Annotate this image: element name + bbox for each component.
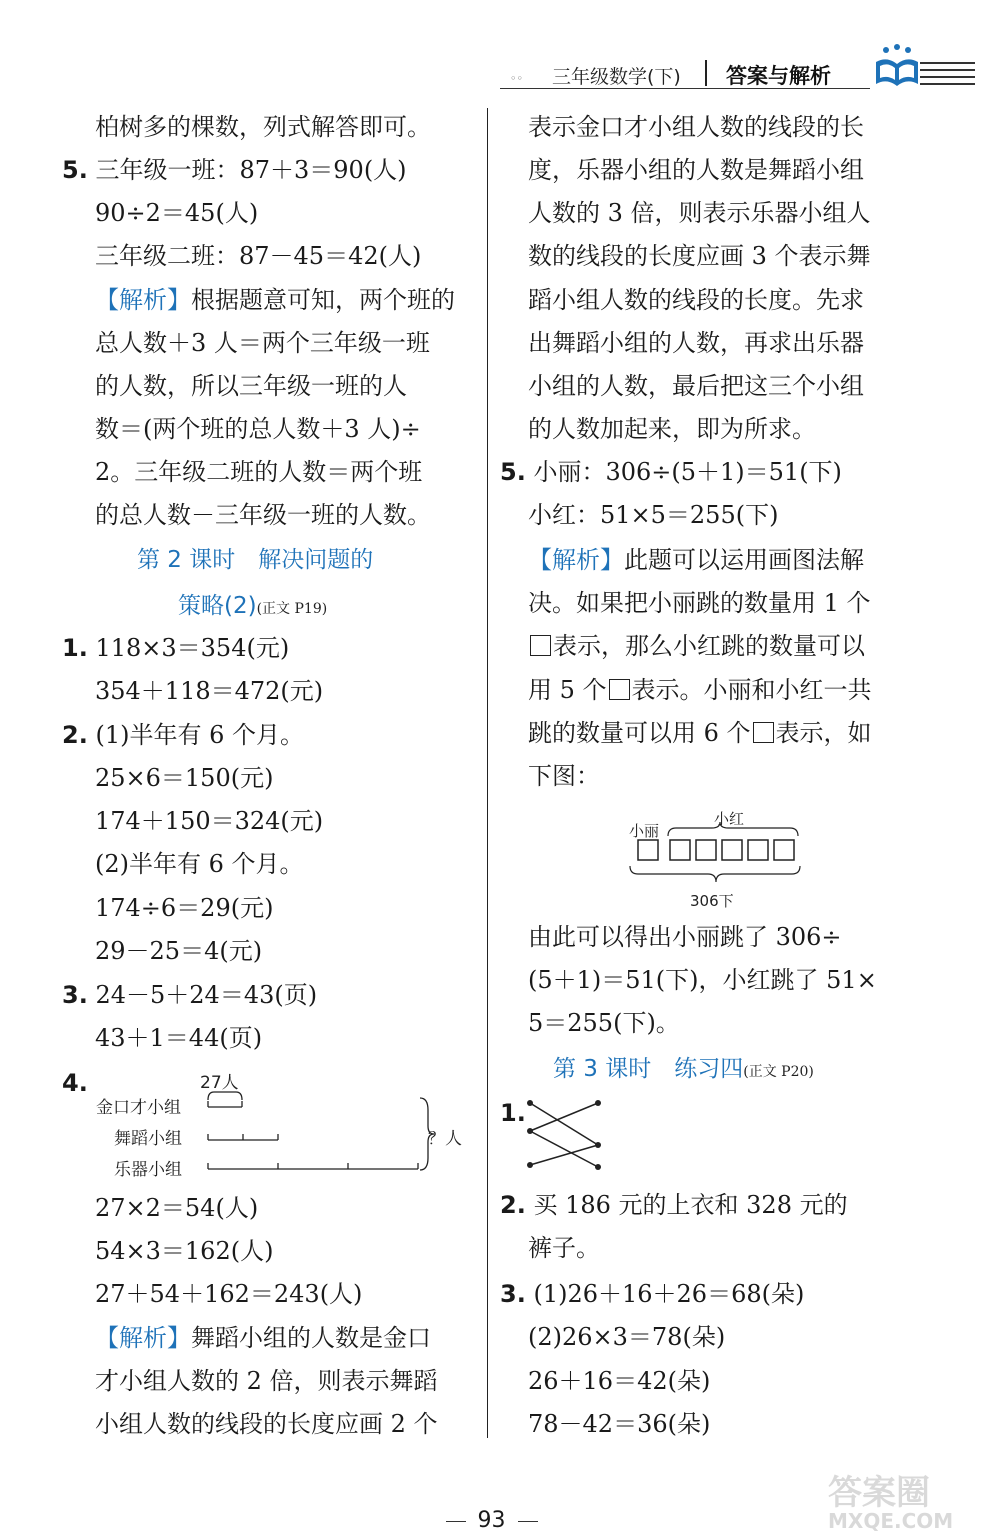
p2-number: 2. [500, 1191, 526, 1219]
q5-answer-b: 90÷2＝45(人) [95, 199, 259, 227]
p3-line-1 [500, 1279, 804, 1309]
q2-answer-c: 174＋150＝324(元) [95, 807, 324, 835]
q3-line-1 [62, 980, 317, 1010]
q4-segment-diagram [200, 1088, 440, 1178]
r-jiexi-tag: 【解析】 [528, 546, 624, 574]
p2-line-1 [500, 1190, 848, 1220]
q5-box-diagram [620, 820, 810, 890]
q5-answer-a: 三年级一班：87＋3＝90(人) [95, 156, 407, 184]
r-conclusion-2: (5＋1)＝51(下)，小红跳了 51× [528, 966, 877, 994]
q5-left [62, 155, 407, 185]
jiexi-tag: 【解析】 [95, 286, 191, 314]
jiexi-q5-line-1 [95, 285, 455, 315]
r-jiexi-line-6: 下图： [528, 762, 600, 790]
r-jiexi-line-4-a: 用 5 个 [528, 676, 607, 704]
q4-answer-a: 27×2＝54(人) [95, 1194, 259, 1222]
q5-number: 5. [62, 156, 88, 184]
column-divider [487, 108, 488, 1438]
section-title-2b [178, 590, 327, 624]
r-jiexi-line-4-b: 表示。小丽和小红一共 [631, 676, 872, 704]
p1-matching-lines [520, 1095, 610, 1175]
header-subject: 三年级数学(下) [552, 66, 681, 88]
p2-answer-a: 买 186 元的上衣和 328 元的 [533, 1191, 848, 1219]
q3-answer-b: 43＋1＝44(页) [95, 1024, 263, 1052]
q3-answer-a: 24－5＋24＝43(页) [95, 981, 318, 1009]
q4-diagram-row-3-label: 乐器小组 [114, 1160, 182, 1180]
r-jiexi-line-4 [528, 675, 872, 705]
q2-answer-b: 25×6＝150(元) [95, 764, 274, 792]
header-title: 答案与解析 [726, 64, 831, 88]
section-title-2a: 第 2 课时 解决问题的 [137, 547, 374, 573]
book-logo-icon [872, 44, 922, 90]
right-line-7: 小组的人数，最后把这三个小组 [528, 372, 864, 400]
jiexi-q4-line-2: 才小组人数的 2 倍，则表示舞蹈 [95, 1367, 438, 1395]
p3-answer-a: (1)26＋16＋26＝68(朵) [533, 1280, 805, 1308]
watermark-url: MXQE.COM [828, 1509, 954, 1532]
p3-answer-d: 78－42＝36(朵) [528, 1410, 711, 1438]
right-line-4: 数的线段的长度应画 3 个表示舞 [528, 242, 871, 270]
right-line-5: 蹈小组人数的线段的长度。先求 [528, 286, 864, 314]
jiexi-q5-line-5: 2。三年级二班的人数＝两个班 [95, 458, 423, 486]
square-icon [530, 635, 551, 656]
page-number-text: 93 [477, 1508, 506, 1533]
p3-answer-b: (2)26×3＝78(朵) [528, 1323, 726, 1351]
q4-diagram-row-1-label: 金口才小组 [96, 1098, 181, 1118]
q4-number-line [62, 1068, 88, 1098]
r-jiexi-line-3 [528, 631, 865, 661]
q4-diagram-question: ？人 [428, 1129, 462, 1149]
r-conclusion-3: 5＝255(下)。 [528, 1009, 680, 1037]
right-line-6: 出舞蹈小组的人数，再求出乐器 [528, 329, 864, 357]
header-dots: ◦◦ [510, 72, 523, 85]
r-q5-answer-a: 小丽：306÷(5＋1)＝51(下) [533, 458, 842, 486]
r-jiexi-line-5-b: 表示，如 [775, 719, 872, 747]
section-2-ref: (正文 P19) [256, 601, 328, 617]
right-line-2: 度，乐器小组的人数是舞蹈小组 [528, 156, 864, 184]
jiexi-q5-line-4: 数＝(两个班的总人数＋3 人)÷ [95, 415, 421, 443]
q3-number: 3. [62, 981, 88, 1009]
section-title-3-text: 第 3 课时 练习四 [553, 1056, 744, 1082]
section-title-2b-text: 策略(2) [178, 593, 257, 619]
q4-answer-c: 27＋54＋162＝243(人) [95, 1280, 363, 1308]
q2-answer-a: (1)半年有 6 个月。 [95, 721, 304, 749]
p2-answer-b: 裤子。 [528, 1234, 600, 1262]
jiexi-q4-line-3: 小组人数的线段的长度应画 2 个 [95, 1410, 438, 1438]
q2-answer-f: 29－25＝4(元) [95, 937, 263, 965]
q1-number: 1. [62, 634, 88, 662]
left-line-1: 柏树多的棵数，列式解答即可。 [95, 113, 431, 141]
right-line-3: 人数的 3 倍，则表示乐器小组人 [528, 199, 871, 227]
q1-line-1 [62, 633, 289, 663]
section-title-3 [553, 1053, 814, 1087]
r-jiexi-text: 此题可以运用画图法解 [624, 546, 864, 574]
q1-answer-a: 118×3＝354(元) [95, 634, 290, 662]
right-line-1: 表示金口才小组人数的线段的长 [528, 113, 864, 141]
r-q5-answer-b: 小红：51×5＝255(下) [528, 501, 779, 529]
jiexi-q5-line-2: 总人数＋3 人＝两个三年级一班 [95, 329, 430, 357]
q1-answer-b: 354＋118＝472(元) [95, 677, 324, 705]
watermark-text: 答案圈 [828, 1473, 930, 1513]
jiexi-text: 根据题意可知，两个班的 [191, 286, 455, 314]
r-jiexi-line-5-a: 跳的数量可以用 6 个 [528, 719, 751, 747]
r-jiexi-line-3-text: 表示，那么小红跳的数量可以 [553, 632, 865, 660]
q4-diagram-row-2-label: 舞蹈小组 [114, 1129, 182, 1149]
section-3-ref: (正文 P20) [743, 1064, 814, 1080]
r-q5-line-1 [500, 457, 842, 487]
jiexi-q4-line-1 [95, 1323, 431, 1353]
page-header [500, 52, 970, 96]
jiexi-q5-line-6: 的总人数－三年级一班的人数。 [95, 501, 431, 529]
p3-answer-c: 26＋16＝42(朵) [528, 1367, 711, 1395]
q2-line-1 [62, 720, 304, 750]
q5-diagram-top-label: 小红 [714, 810, 745, 828]
header-separator [705, 60, 707, 86]
q4-diagram-top-label: 27人 [200, 1073, 239, 1093]
q2-answer-e: 174÷6＝29(元) [95, 894, 274, 922]
q5-diagram-left-label: 小丽 [629, 822, 660, 840]
jiexi-q5-line-3: 的人数，所以三年级一班的人 [95, 372, 407, 400]
watermark-logo [820, 1470, 980, 1532]
jiexi-q4-text: 舞蹈小组的人数是金口 [191, 1324, 431, 1352]
header-stripes [920, 62, 975, 90]
q2-number: 2. [62, 721, 88, 749]
p3-number: 3. [500, 1280, 526, 1308]
q2-answer-d: (2)半年有 6 个月。 [95, 850, 304, 878]
square-icon [609, 679, 630, 700]
q4-number: 4. [62, 1069, 88, 1097]
p1-number: 1. [500, 1099, 526, 1127]
right-line-8: 的人数加起来，即为所求。 [528, 415, 816, 443]
header-rule [500, 88, 870, 89]
q4-answer-b: 54×3＝162(人) [95, 1237, 274, 1265]
r-jiexi-line-1 [528, 545, 864, 575]
q5-answer-c: 三年级二班：87－45＝42(人) [95, 242, 422, 270]
square-icon [753, 722, 774, 743]
r-jiexi-line-5 [528, 718, 872, 748]
q5-diagram-bottom-label: 306下 [690, 892, 734, 910]
r-jiexi-line-2: 决。如果把小丽跳的数量用 1 个 [528, 589, 871, 617]
r-q5-number: 5. [500, 458, 526, 486]
jiexi-q4-tag: 【解析】 [95, 1324, 191, 1352]
r-conclusion-1: 由此可以得出小丽跳了 306÷ [528, 923, 842, 951]
